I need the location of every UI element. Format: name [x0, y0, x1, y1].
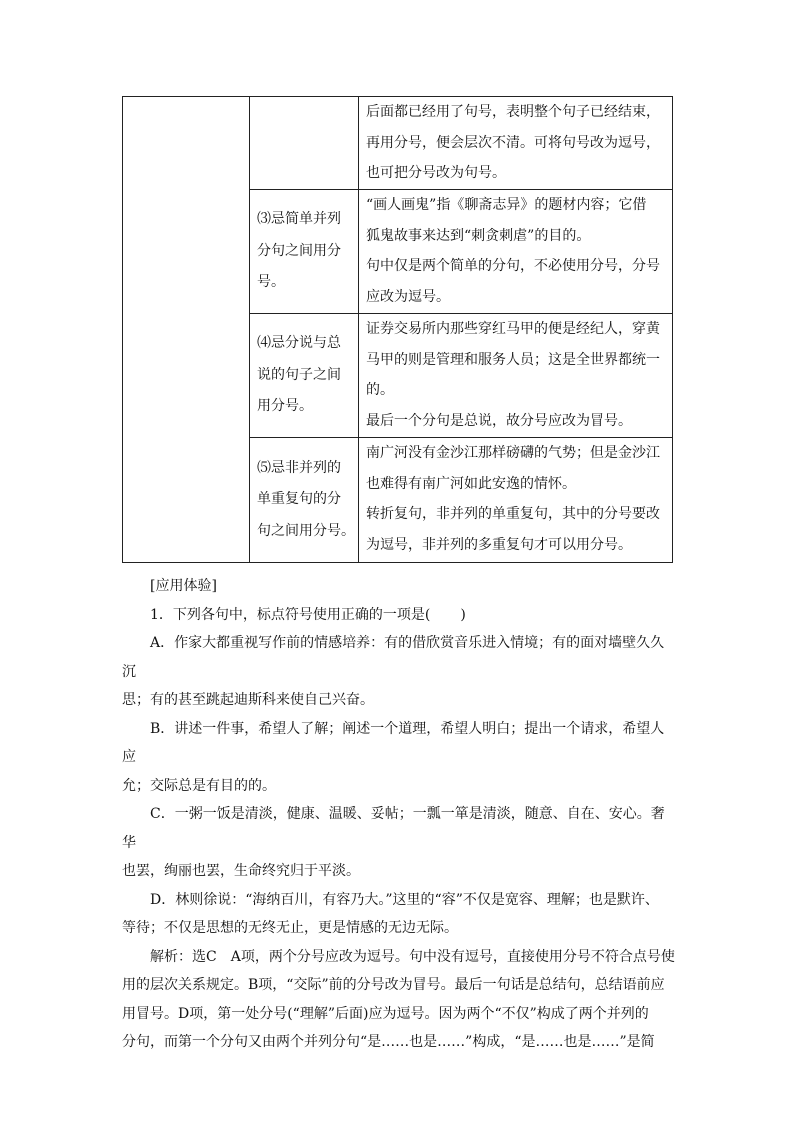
option-c-continued: 也罢，绚丽也罢，生命终究归于平淡。	[122, 863, 360, 879]
example-line: 也难得有南广河如此安逸的情怀。	[366, 475, 576, 492]
analysis-line: 分句，而第一个分句又由两个并列分句“是……也是……”构成，“是……也是……”是简	[122, 1034, 655, 1050]
question-stem	[122, 601, 678, 630]
option-b: B．讲述一件事，希望人了解；阐述一个道理，希望人明白；提出一个请求，希望人应	[122, 720, 665, 765]
example-line: 的。	[366, 382, 394, 398]
option-c: C．一粥一饭是清淡，健康、温暖、妥帖；一瓢一箪是清淡，随意、自在、安心。奢华	[122, 806, 665, 851]
rule-line: 用分号。	[257, 398, 313, 415]
rule-cell	[250, 314, 359, 438]
section-heading: [应用体验]	[150, 578, 217, 594]
option-a: A．作家大都重视写作前的情感培养：有的借欣赏音乐进入情境；有的面对墙壁久久沉	[122, 635, 665, 680]
question-stem-text: 1．下列各句中，标点符号使用正确的一项是(	[150, 606, 431, 623]
punctuation-rules-table	[122, 96, 673, 563]
example-line: 证券交易所内那些穿红马甲的便是经纪人，穿黄	[366, 321, 660, 337]
rule-cell	[250, 438, 359, 563]
example-line: 后面都已经用了句号，表明整个句子已经结束，	[366, 104, 660, 120]
rule-line: 句之间用分号。	[257, 522, 355, 539]
rule-line: ⑸忌非并列的	[257, 459, 341, 476]
example-line: “画人画鬼”指《聊斋志异》的题材内容；它借	[366, 197, 647, 213]
example-line: 最后一个分句是总说，故分号应改为冒号。	[366, 412, 632, 429]
example-line: 也可把分号改为句号。	[366, 165, 506, 181]
question-stem-close: )	[460, 606, 466, 623]
option-b-continued: 允；交际总是有目的的。	[122, 777, 276, 794]
example-line: 为逗号，非并列的多重复句才可以用分号。	[366, 536, 632, 553]
rule-cell	[250, 190, 359, 314]
example-line: 狐鬼故事来达到“刺贪刺虐”的目的。	[366, 227, 591, 244]
rule-line: 分句之间用分	[257, 242, 341, 259]
example-line: 句中仅是两个简单的分句，不必使用分号，分号	[366, 258, 660, 274]
example-cell	[359, 190, 673, 314]
option-d-continued: 等待；不仅是思想的无终无止，更是情感的无边无际。	[122, 920, 458, 936]
example-line: 转折复句，非并列的单重复句，其中的分号要改	[366, 506, 660, 522]
option-a-continued: 思；有的甚至跳起迪斯科来使自己兴奋。	[122, 692, 374, 708]
table-merged-left-cell	[123, 97, 250, 563]
example-cell	[359, 97, 673, 190]
option-d: D．林则徐说：“海纳百川，有容乃大。”这里的“容”不仅是宽容、理解；也是默许、	[150, 891, 659, 908]
example-line: 南广河没有金沙江那样磅礴的气势；但是金沙江	[366, 445, 660, 461]
example-line: 再用分号，便会层次不清。可将句号改为逗号，	[366, 134, 660, 151]
example-cell	[359, 438, 673, 563]
analysis-line: 用冒号。D项，第一处分号(“理解”后面)应为逗号。因为两个“不仅”构成了两个并列的	[122, 1005, 649, 1022]
rule-line: ⑶忌简单并列	[257, 211, 341, 228]
analysis-line: 解析：选C A项，两个分号应改为逗号。句中没有逗号，直接使用分号不符合点号使	[150, 948, 675, 965]
rule-line: ⑷忌分说与总	[257, 335, 341, 352]
example-line: 马甲的则是管理和服务人员；这是全世界都统一	[366, 351, 660, 368]
example-line: 应改为逗号。	[366, 288, 450, 305]
example-cell	[359, 314, 673, 438]
exercise-section	[122, 572, 678, 1057]
table-row	[123, 97, 673, 190]
rule-cell	[250, 97, 359, 190]
rule-line: 号。	[257, 274, 285, 291]
rule-line: 说的句子之间	[257, 366, 341, 383]
rule-line: 单重复句的分	[257, 491, 341, 508]
analysis-line: 用的层次关系规定。B项，“交际”前的分号改为冒号。最后一句话是总结句，总结语前应	[122, 977, 665, 993]
